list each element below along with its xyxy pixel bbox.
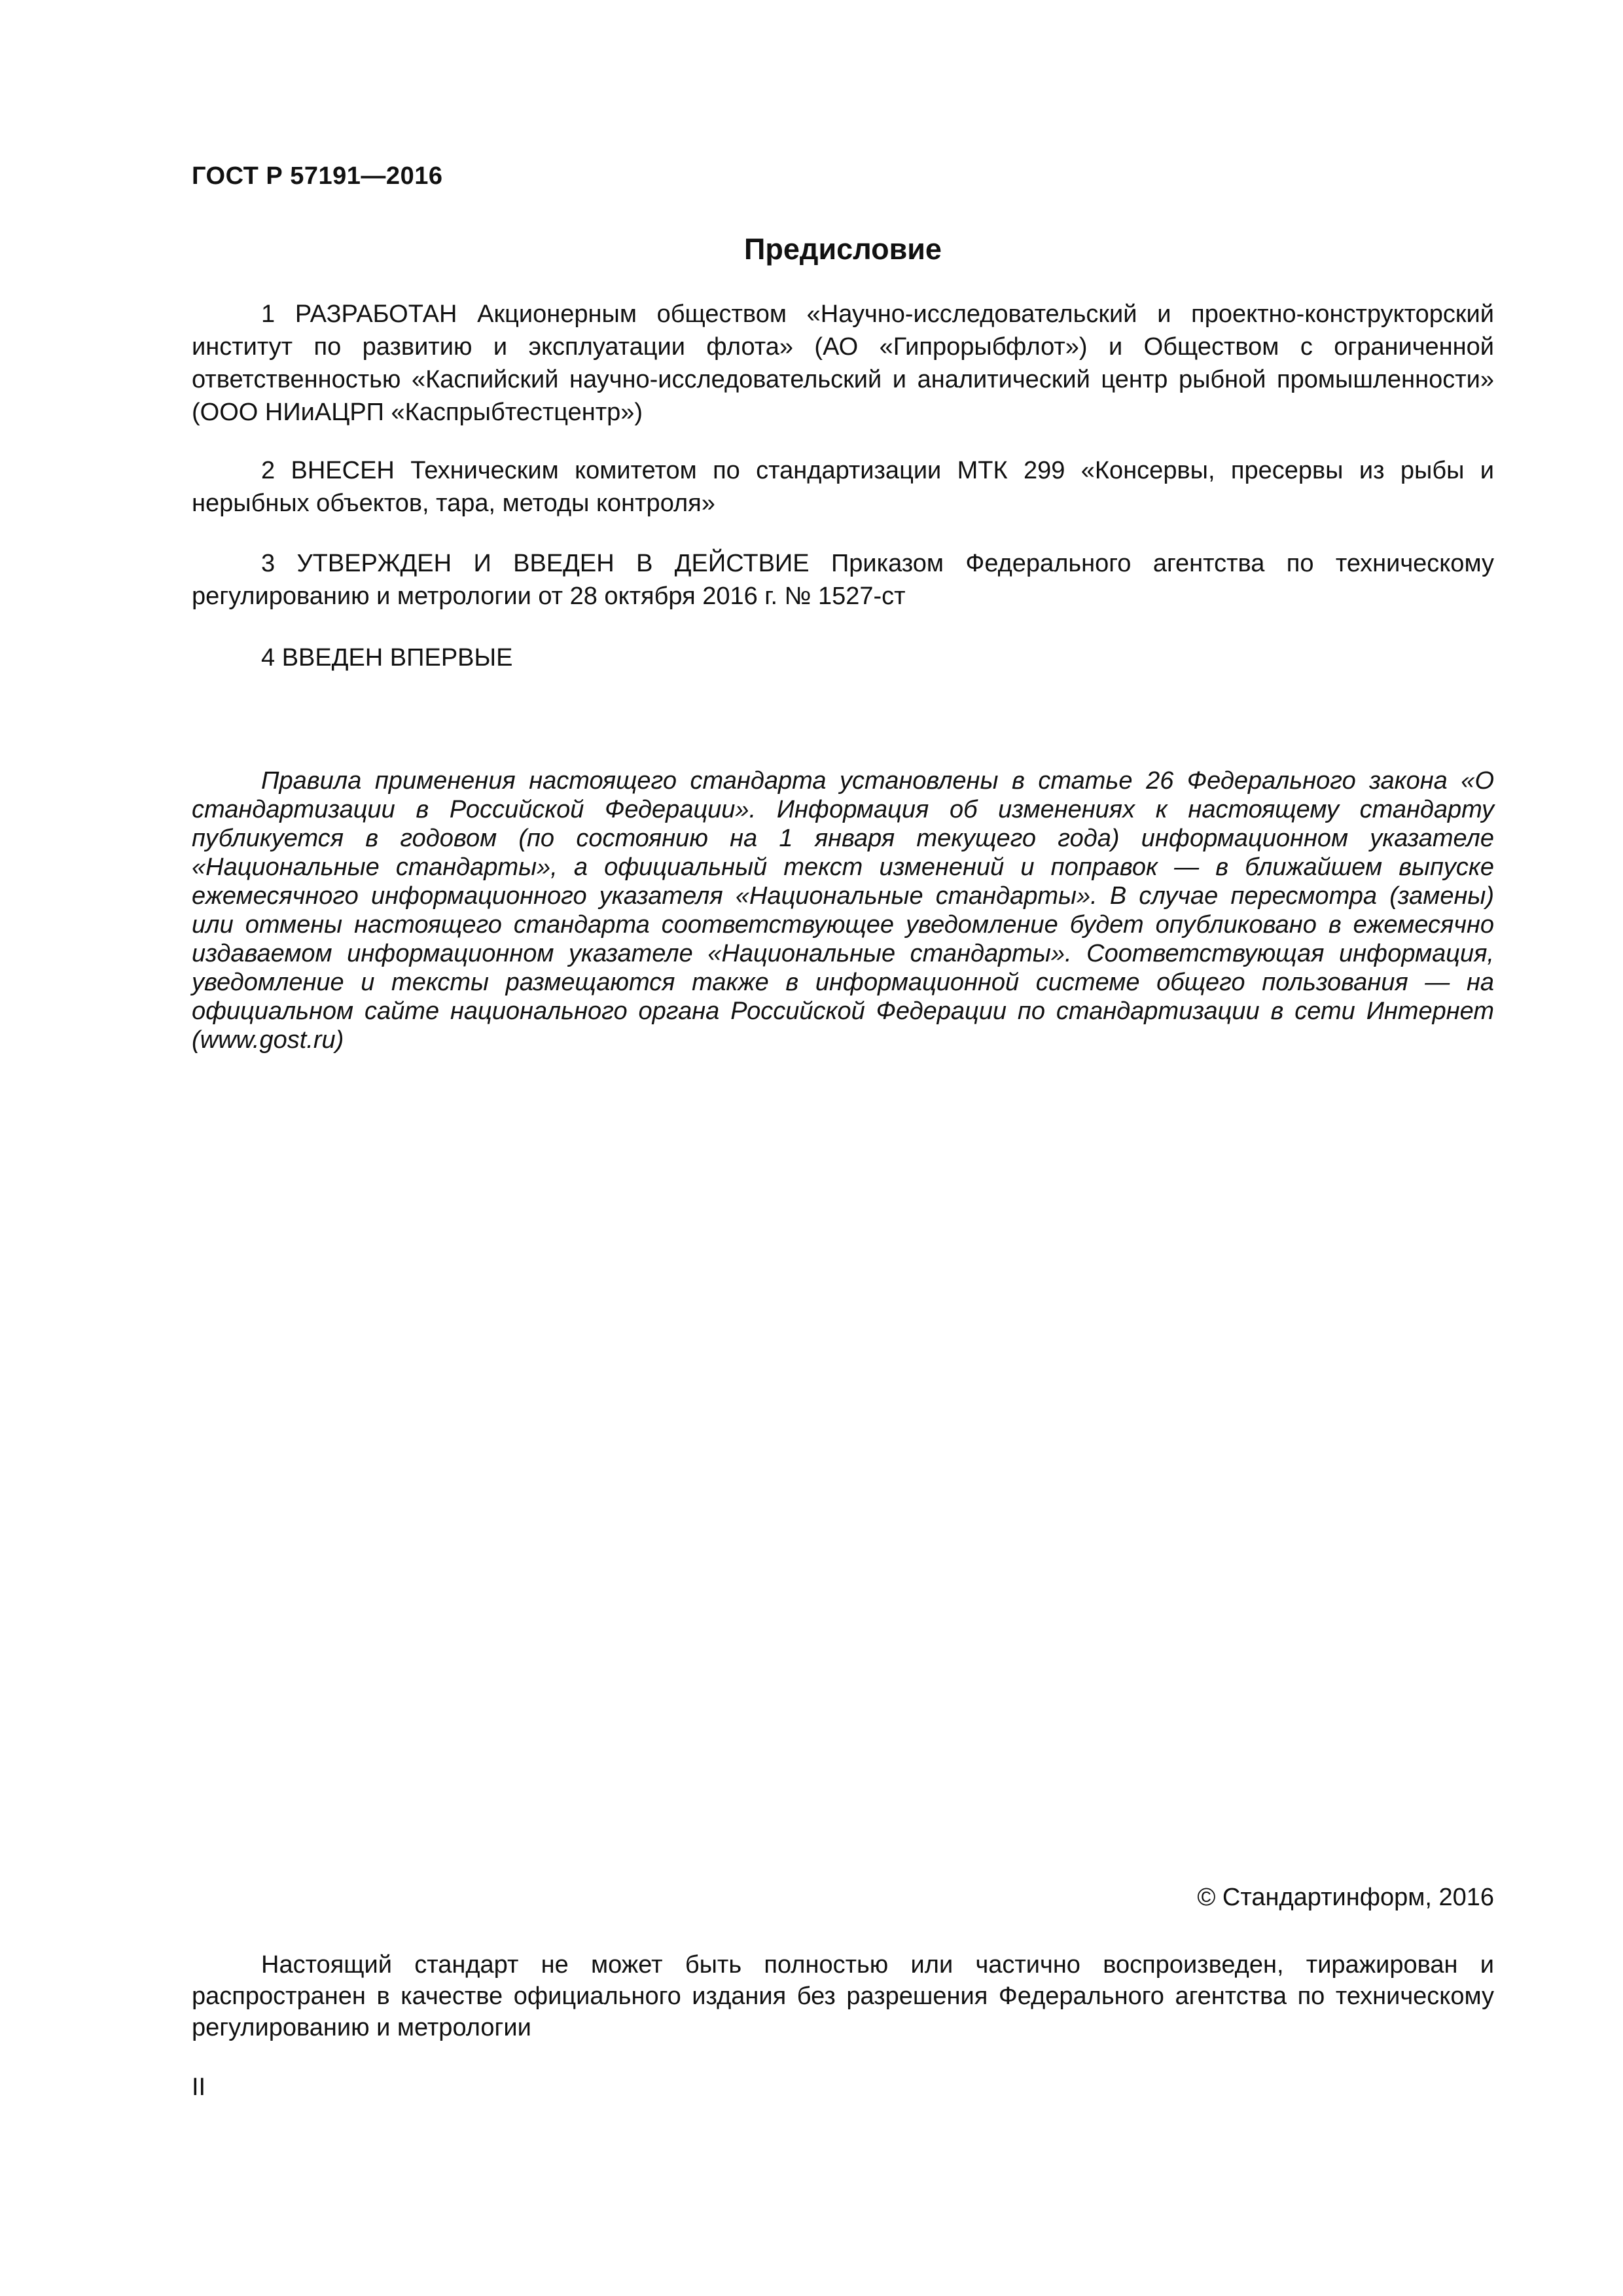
application-rules-notice: Правила применения настоящего стандарта установлены в статье 26 Федерального закона «О стандартизации в Российской Федерации». Информация об изменениях к настоящему стандарту публикуется в годовом (по состоянию на 1 января текущего года) информационном указателе «Национальные стандарты», а официальный текст изменений и поправок — в ближайшем выпуске ежемесячного информационного указателя «Национальные стандарты». В случае пересмотра (замены) или отмены настоящего стандарта соответствующее уведомление будет опубликовано в ежемесячно издаваемом информационном указателе «Национальные стандарты». Соответствующая информация, уведомление и тексты размещаются также в информационной системе общего пользования — на официальном сайте национального органа Российской Федерации по стандартизации в сети Интернет (www.gost.ru) [192,767,1494,1054]
preface-item-text: 4 ВВЕДЕН ВПЕРВЫЕ [261,644,513,672]
preface-item-4 [192,641,1494,674]
preface-item-1 [192,298,1494,429]
preface-item-3 [192,547,1494,613]
preface-item-text: 3 УТВЕРЖДЕН И ВВЕДЕН В ДЕЙСТВИЕ Приказом Федерального агентства по техническому регулированию и метрологии от 28 октября 2016 г. № 1527-ст [192,550,1494,610]
standard-code-header: ГОСТ Р 57191—2016 [192,162,443,190]
preface-item-2 [192,454,1494,520]
page-number: II [192,2073,206,2101]
reproduction-restriction: Настоящий стандарт не может быть полностью или частично воспроизведен, тиражирован и распространен в качестве официального издания без разрешения Федерального агентства по техническому регулированию и метрологии [192,1951,1494,2041]
preface-title: Предисловие [744,232,942,266]
preface-item-text: 1 РАЗРАБОТАН Акционерным обществом «Научно-исследовательский и проектно-конструкторский институт по развитию и эксплуатации флота» (АО «Гипрорыбфлот») и Обществом с ограниченной ответственностью «Каспийский научно-исследовательский и аналитический центр рыбной промышленности» (ООО НИиАЦРП «Каспрыбтестцентр») [192,300,1494,426]
preface-item-text: 2 ВНЕСЕН Техническим комитетом по стандартизации МТК 299 «Консервы, пресервы из рыбы и нерыбных объектов, тара, методы контроля» [192,457,1494,517]
copyright-line: © Стандартинформ, 2016 [1197,1884,1494,1911]
